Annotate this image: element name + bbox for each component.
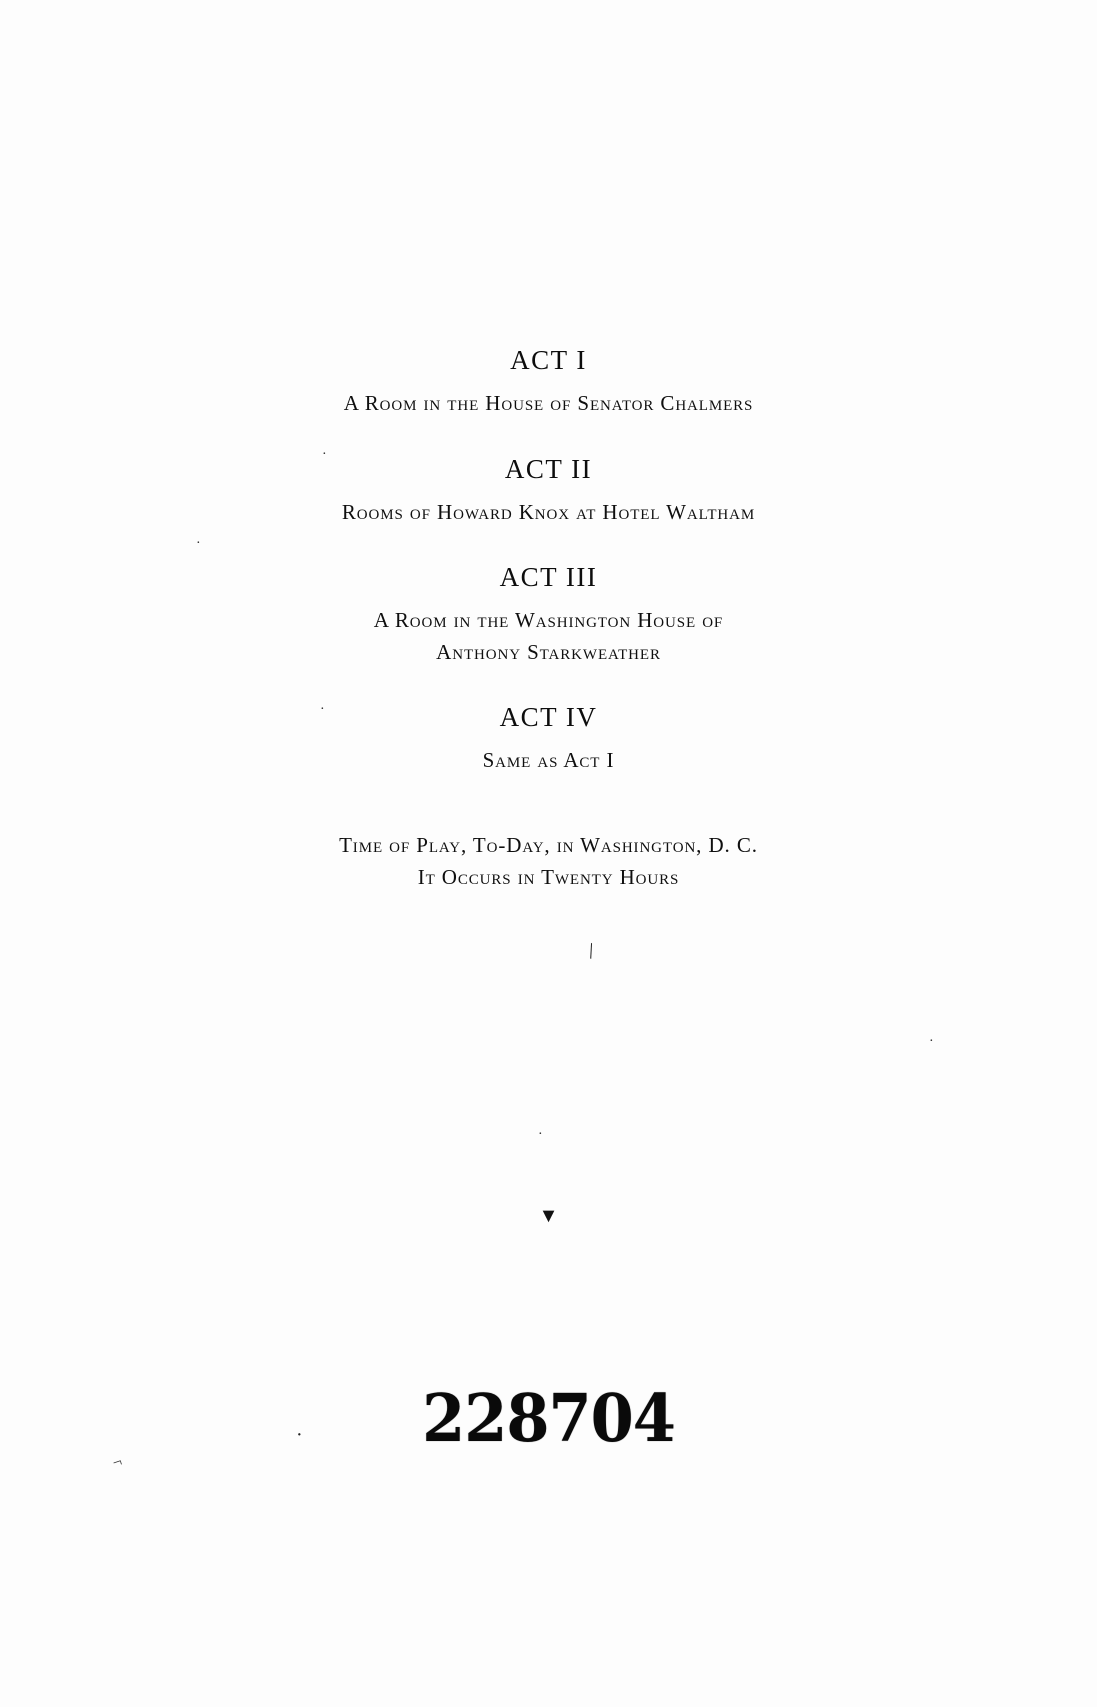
time-of-play-note [0,829,1097,894]
act-entry-1 [0,345,1097,420]
act-heading: ACT II [504,453,593,484]
time-of-play-line: Time of Play, To-Day, in Washington, D. C. [339,832,758,857]
act-description [0,388,1097,420]
act-description [0,605,1097,668]
accession-number [0,1382,1097,1455]
act-description [0,497,1097,529]
act-description-line: Same as Act I [482,748,615,772]
ink-speck-4-icon: · [929,1034,934,1049]
printers-ornament-icon: ▼ [538,1205,559,1227]
act-entry-2 [0,454,1097,529]
ink-speck-2-icon: · [196,536,201,551]
act-heading: ACT IV [499,702,598,732]
accession-number-value: 228704 [422,1380,675,1457]
ink-speck-5-icon: · [538,1127,543,1142]
ink-speck-6-icon: · [296,1424,303,1446]
act-description-line: Rooms of Howard Knox at Hotel Waltham [341,499,756,524]
corner-scuff-icon: ¬ [110,1453,125,1473]
act-description-line: A Room in the House of Senator Chalmers [343,391,754,415]
act-description-line: Anthony Starkweather [436,639,661,664]
pencil-stroke-icon: \ [583,937,599,964]
act-list [0,345,1097,894]
ink-speck-1-icon: · [322,447,327,462]
act-description [0,745,1097,777]
act-heading: ACT III [499,562,598,592]
act-entry-4 [0,702,1097,777]
ink-speck-3-icon: · [320,702,325,717]
time-of-play-line: It Occurs in Twenty Hours [417,865,680,890]
act-heading: ACT I [510,345,587,375]
act-description-line: A Room in the Washington House of [373,608,724,632]
act-entry-3 [0,562,1097,668]
